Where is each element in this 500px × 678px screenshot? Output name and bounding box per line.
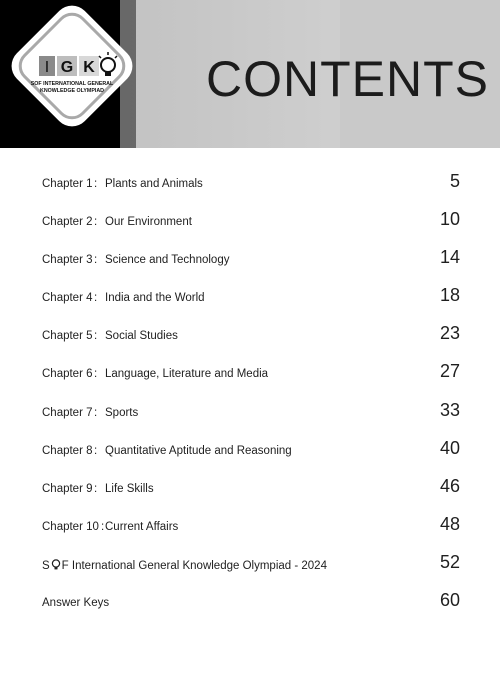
chapter-title: Language, Literature and Media — [105, 368, 269, 381]
page-number: 10 — [439, 209, 460, 230]
sof-prefix: S — [42, 559, 50, 572]
page-number: 27 — [439, 361, 460, 382]
logo-letter-i: I — [44, 59, 50, 76]
separator: : — [94, 254, 98, 267]
chapter-title: Quantitative Aptitude and Reasoning — [105, 444, 292, 457]
separator: : — [94, 368, 98, 381]
separator: : — [94, 406, 98, 419]
toc-row-chapter-4[interactable] — [42, 282, 460, 320]
page-number: 5 — [449, 171, 460, 191]
page-title: CONTENTS — [206, 51, 489, 107]
separator: : — [94, 330, 98, 343]
separator: : — [94, 482, 98, 495]
page-number: 18 — [439, 285, 460, 306]
chapter-number: Chapter 2 — [42, 216, 93, 229]
logo-subtitle-2: KNOWLEDGE OLYMPIAD — [40, 88, 104, 94]
separator: : — [94, 292, 98, 305]
chapter-number: Chapter 1 — [42, 178, 93, 190]
page-number: 23 — [439, 323, 460, 344]
chapter-title: Our Environment — [105, 216, 192, 229]
chapter-number: Chapter 9 — [42, 482, 93, 495]
chapter-number: Chapter 3 — [42, 254, 93, 267]
page-number: 40 — [439, 437, 460, 458]
page-number: 14 — [439, 247, 460, 268]
separator: : — [101, 520, 105, 533]
separator: : — [94, 178, 98, 190]
separator: : — [94, 444, 98, 457]
answer-keys-title: Answer Keys — [42, 597, 110, 610]
toc-row-answer-keys[interactable] — [42, 587, 460, 625]
chapter-number: Chapter 5 — [42, 330, 93, 343]
sample-paper-title — [42, 559, 327, 572]
chapter-number: Chapter 6 — [42, 368, 93, 381]
bulb-icon — [51, 559, 61, 570]
toc-row-chapter-6[interactable] — [42, 358, 460, 396]
page-number: 33 — [439, 399, 460, 420]
logo-letter-k: K — [83, 59, 95, 76]
toc-row-chapter-1[interactable] — [42, 168, 460, 206]
toc-row-chapter-8[interactable] — [42, 435, 460, 473]
chapter-number: Chapter 8 — [42, 444, 93, 457]
toc-row-sample-paper[interactable] — [42, 549, 460, 587]
logo-letter-g: G — [60, 59, 74, 76]
chapter-title: India and the World — [105, 292, 205, 305]
chapter-title: Current Affairs — [105, 520, 179, 533]
toc-row-chapter-9[interactable] — [42, 473, 460, 511]
page-number: 60 — [439, 590, 460, 611]
page-number: 52 — [439, 551, 460, 572]
toc-row-chapter-5[interactable] — [42, 320, 460, 358]
chapter-title: Science and Technology — [105, 254, 230, 267]
logo-subtitle-1: SOF INTERNATIONAL GENERAL — [30, 81, 114, 87]
igko-logo — [2, 0, 142, 144]
logo-badge — [2, 0, 142, 144]
toc-row-chapter-3[interactable] — [42, 244, 460, 282]
page-header — [0, 0, 500, 148]
separator: : — [94, 216, 98, 229]
chapter-number: Chapter 10 — [42, 520, 99, 533]
table-of-contents — [42, 168, 460, 625]
toc-row-chapter-2[interactable] — [42, 206, 460, 244]
chapter-title: Plants and Animals — [105, 178, 203, 190]
sample-paper-title-text: F International General Knowledge Olympiad - 2024 — [61, 559, 327, 572]
page-number: 46 — [439, 475, 460, 496]
chapter-number: Chapter 7 — [42, 406, 93, 419]
toc-row-chapter-7[interactable] — [42, 397, 460, 435]
chapter-title: Sports — [105, 406, 139, 419]
toc-row-chapter-10[interactable] — [42, 511, 460, 549]
page-number: 48 — [439, 513, 460, 534]
chapter-number: Chapter 4 — [42, 292, 93, 305]
chapter-title: Life Skills — [105, 482, 154, 495]
chapter-title: Social Studies — [105, 330, 178, 343]
